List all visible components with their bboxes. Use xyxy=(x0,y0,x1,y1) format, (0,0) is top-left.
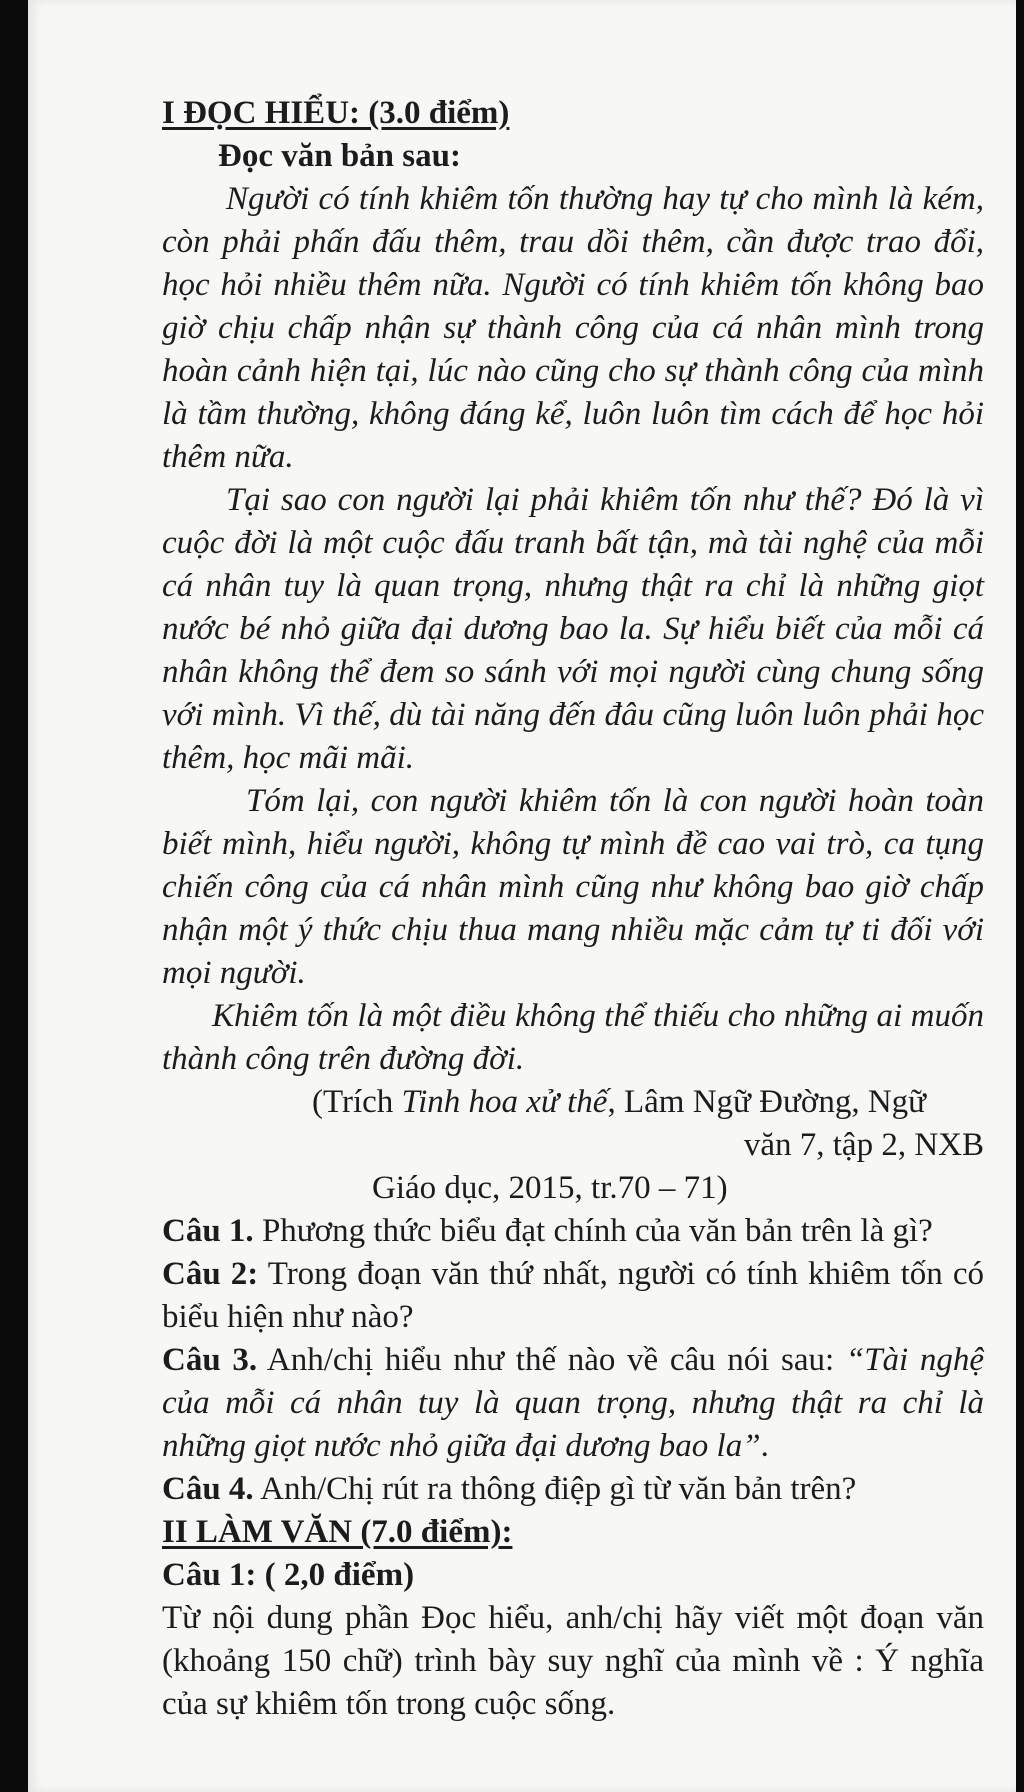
question-3-quote: “Tài nghệ của mỗi cá nhân tuy là quan trọng, nhưng thật ra chỉ là những giọt nước nhỏ giữa đại dương bao la” xyxy=(162,1342,984,1464)
reading-instruction: Đọc văn bản sau: xyxy=(218,138,461,174)
source-line-2: văn 7, tập 2, NXB xyxy=(743,1127,984,1163)
document-content xyxy=(162,92,984,1726)
writing-question-1-label: Câu 1: ( 2,0 điểm) xyxy=(162,1557,415,1593)
question-3-label: Câu 3. xyxy=(162,1342,258,1378)
section-1-heading: I ĐỌC HIỂU: (3.0 điểm) xyxy=(162,95,510,131)
section-2-heading: II LÀM VĂN (7.0 điểm): xyxy=(162,1514,513,1550)
question-1-text: Phương thức biểu đạt chính của văn bản trên là gì? xyxy=(253,1213,933,1249)
writing-question-1-text: Từ nội dung phần Đọc hiểu, anh/chị hãy viết một đoạn văn (khoảng 150 chữ) trình bày suy nghĩ của mình về : Ý nghĩa của sự khiêm tốn trong cuộc sống. xyxy=(162,1600,984,1722)
question-3-text: Anh/chị hiểu như thế nào về câu nói sau: xyxy=(257,1342,846,1378)
question-3 xyxy=(162,1339,984,1468)
source-line-1 xyxy=(162,1081,984,1124)
passage-paragraph-4: Khiêm tốn là một điều không thể thiếu cho những ai muốn thành công trên đường đời. xyxy=(162,998,984,1077)
source-title: Tinh hoa xử thế xyxy=(401,1084,608,1120)
source-prefix: (Trích xyxy=(312,1084,402,1120)
question-3-end: . xyxy=(760,1428,769,1464)
question-1-label: Câu 1. xyxy=(162,1213,254,1249)
question-4 xyxy=(162,1468,984,1511)
question-2-label: Câu 2: xyxy=(162,1256,259,1292)
question-4-label: Câu 4. xyxy=(162,1471,254,1507)
question-2 xyxy=(162,1253,984,1339)
document-page xyxy=(28,0,1016,1792)
passage-paragraph-3: Tóm lại, con người khiêm tốn là con người hoàn toàn biết mình, hiểu người, không tự mình đề cao vai trò, ca tụng chiến công của cá nhân mình cũng như không bao giờ chấp nhận một ý thức chịu thua mang nhiều mặc cảm tự ti đối với mọi người. xyxy=(162,783,984,991)
question-4-text: Anh/Chị rút ra thông điệp gì từ văn bản trên? xyxy=(253,1471,857,1507)
source-rest: , Lâm Ngữ Đường, Ngữ xyxy=(607,1084,927,1120)
question-2-text: Trong đoạn văn thứ nhất, người có tính khiêm tốn có biểu hiện như nào? xyxy=(162,1256,984,1335)
source-citation xyxy=(162,1081,984,1210)
source-line-3: Giáo dục, 2015, tr.70 – 71) xyxy=(372,1170,728,1206)
passage-paragraph-2: Tại sao con người lại phải khiêm tốn như thế? Đó là vì cuộc đời là một cuộc đấu tranh bất tận, mà tài nghệ của mỗi cá nhân tuy là quan trọng, nhưng thật ra chỉ là những giọt nước bé nhỏ giữa đại dương bao la. Sự hiểu biết của mỗi cá nhân không thể đem so sánh với mọi người cùng chung sống với mình. Vì thế, dù tài năng đến đâu cũng luôn luôn phải học thêm, học mãi mãi. xyxy=(162,482,984,776)
passage-paragraph-1: Người có tính khiêm tốn thường hay tự cho mình là kém, còn phải phấn đấu thêm, trau dồi thêm, cần được trao đổi, học hỏi nhiều thêm nữa. Người có tính khiêm tốn không bao giờ chịu chấp nhận sự thành công của cá nhân mình trong hoàn cảnh hiện tại, lúc nào cũng cho sự thành công của mình là tầm thường, không đáng kể, luôn luôn tìm cách để học hỏi thêm nữa. xyxy=(162,181,984,475)
question-1 xyxy=(162,1210,984,1253)
